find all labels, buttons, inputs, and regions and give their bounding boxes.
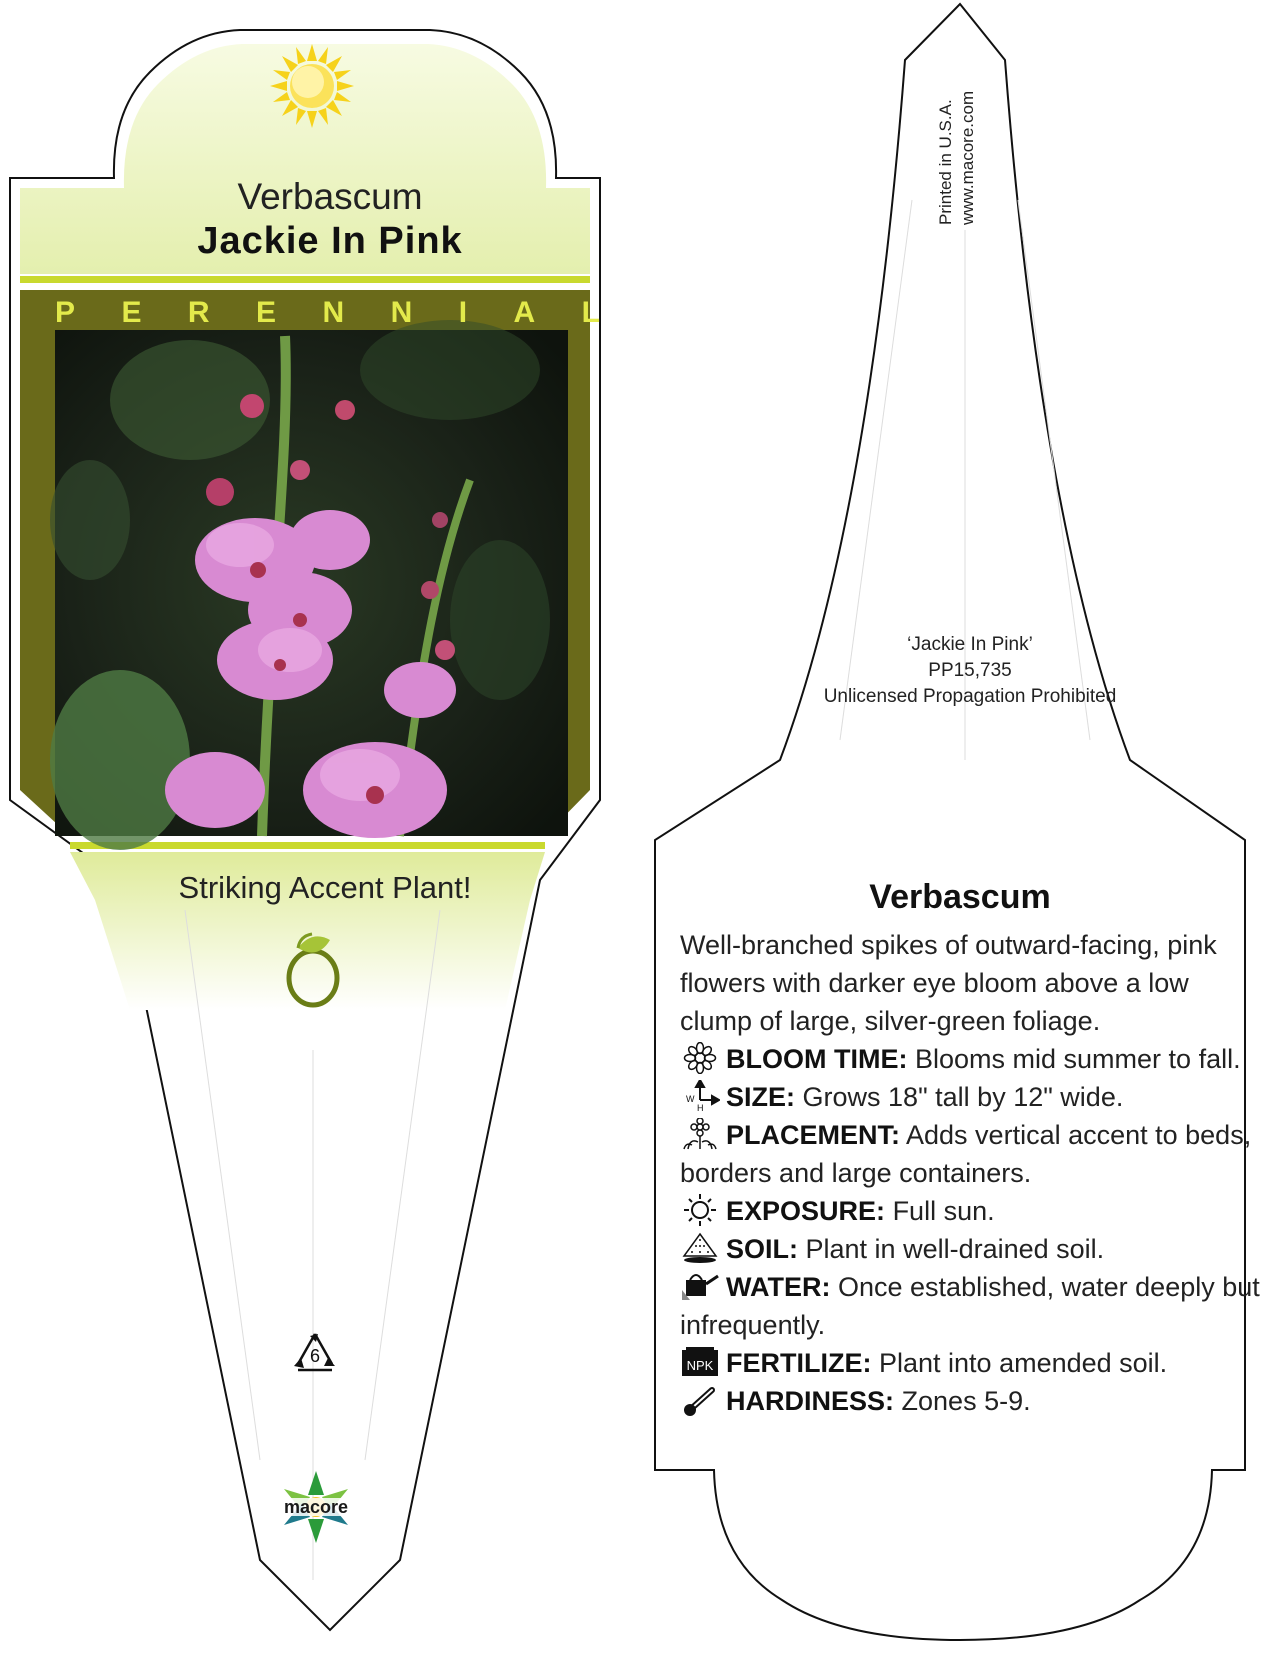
brand-name: macore <box>283 1497 349 1517</box>
patent-block <box>760 632 1180 710</box>
detail-label: EXPOSURE: <box>726 1196 886 1226</box>
watering-can-icon <box>680 1270 720 1302</box>
description-title: Verbascum <box>869 878 1051 916</box>
printer-website: www.macore.com <box>958 90 977 225</box>
propagation-notice: Unlicensed Propagation Prohibited <box>823 686 1117 707</box>
description-block <box>680 926 1260 1420</box>
plant-cultivar: Jackie In Pink <box>197 220 463 262</box>
sun-icon <box>270 44 354 128</box>
printed-in-usa: Printed in U.S.A. <box>936 99 955 225</box>
category-letter: R <box>187 296 210 329</box>
printer-info <box>935 50 975 225</box>
svg-text:NPK: NPK <box>686 1358 714 1373</box>
category-letter: P <box>55 296 76 329</box>
patent-number: PP15,735 <box>928 660 1012 681</box>
detail-label: HARDINESS: <box>726 1386 895 1416</box>
detail-label: WATER: <box>726 1272 831 1302</box>
detail-text: Plant in well-drained soil. <box>805 1234 1105 1264</box>
category-letter: I <box>458 296 468 329</box>
category-letter: L <box>581 296 600 329</box>
detail-text: Zones 5-9. <box>901 1386 1031 1416</box>
sun-icon <box>680 1194 720 1226</box>
size-icon <box>680 1080 720 1112</box>
plant-genus: Verbascum <box>237 176 423 217</box>
detail-text: Full sun. <box>892 1196 995 1226</box>
category-letter: N <box>390 296 413 329</box>
svg-text:H: H <box>697 1103 704 1112</box>
placement-icon <box>680 1118 720 1150</box>
category-letter: N <box>322 296 345 329</box>
detail-soil <box>680 1230 1260 1268</box>
detail-fertilize <box>680 1344 1260 1382</box>
brand-logo <box>270 1467 362 1547</box>
detail-label: BLOOM TIME: <box>726 1044 908 1074</box>
category-letter: E <box>256 296 277 329</box>
description-text: Well-branched spikes of outward-facing, pink flowers with darker eye bloom above a low clump of large, silver-green foliage. <box>680 930 1217 1036</box>
detail-bloom-time <box>680 1040 1260 1078</box>
detail-text: Once established, water deeply but infrequently. <box>680 1272 1260 1340</box>
detail-exposure <box>680 1192 1260 1230</box>
detail-label: FERTILIZE: <box>726 1348 872 1378</box>
detail-label: PLACEMENT: <box>726 1120 900 1150</box>
detail-text: Adds vertical accent to beds, borders and large containers. <box>680 1120 1252 1188</box>
detail-text: Blooms mid summer to fall. <box>915 1044 1241 1074</box>
recycle-number: 6 <box>309 1346 321 1366</box>
lime-stripe-top <box>20 276 590 283</box>
detail-water <box>680 1268 1260 1344</box>
thermometer-icon <box>680 1384 720 1416</box>
recycle-icon <box>288 1330 342 1380</box>
npk-icon <box>680 1346 720 1378</box>
category-label <box>55 296 600 330</box>
detail-hardiness <box>680 1382 1260 1420</box>
detail-text: Grows 18" tall by 12" wide. <box>802 1082 1124 1112</box>
detail-label: SOIL: <box>726 1234 798 1264</box>
category-letter: E <box>121 296 142 329</box>
svg-text:W: W <box>686 1094 695 1104</box>
detail-text: Plant into amended soil. <box>879 1348 1168 1378</box>
soil-icon <box>680 1232 720 1264</box>
detail-size <box>680 1078 1260 1116</box>
flower-icon <box>680 1042 720 1074</box>
plant-id: ‘Jackie In Pink’ <box>907 634 1033 655</box>
detail-placement <box>680 1116 1260 1192</box>
detail-label: SIZE: <box>726 1082 796 1112</box>
tagline: Striking Accent Plant! <box>178 870 472 905</box>
category-letter: A <box>513 296 536 329</box>
plant-photo <box>50 320 568 850</box>
